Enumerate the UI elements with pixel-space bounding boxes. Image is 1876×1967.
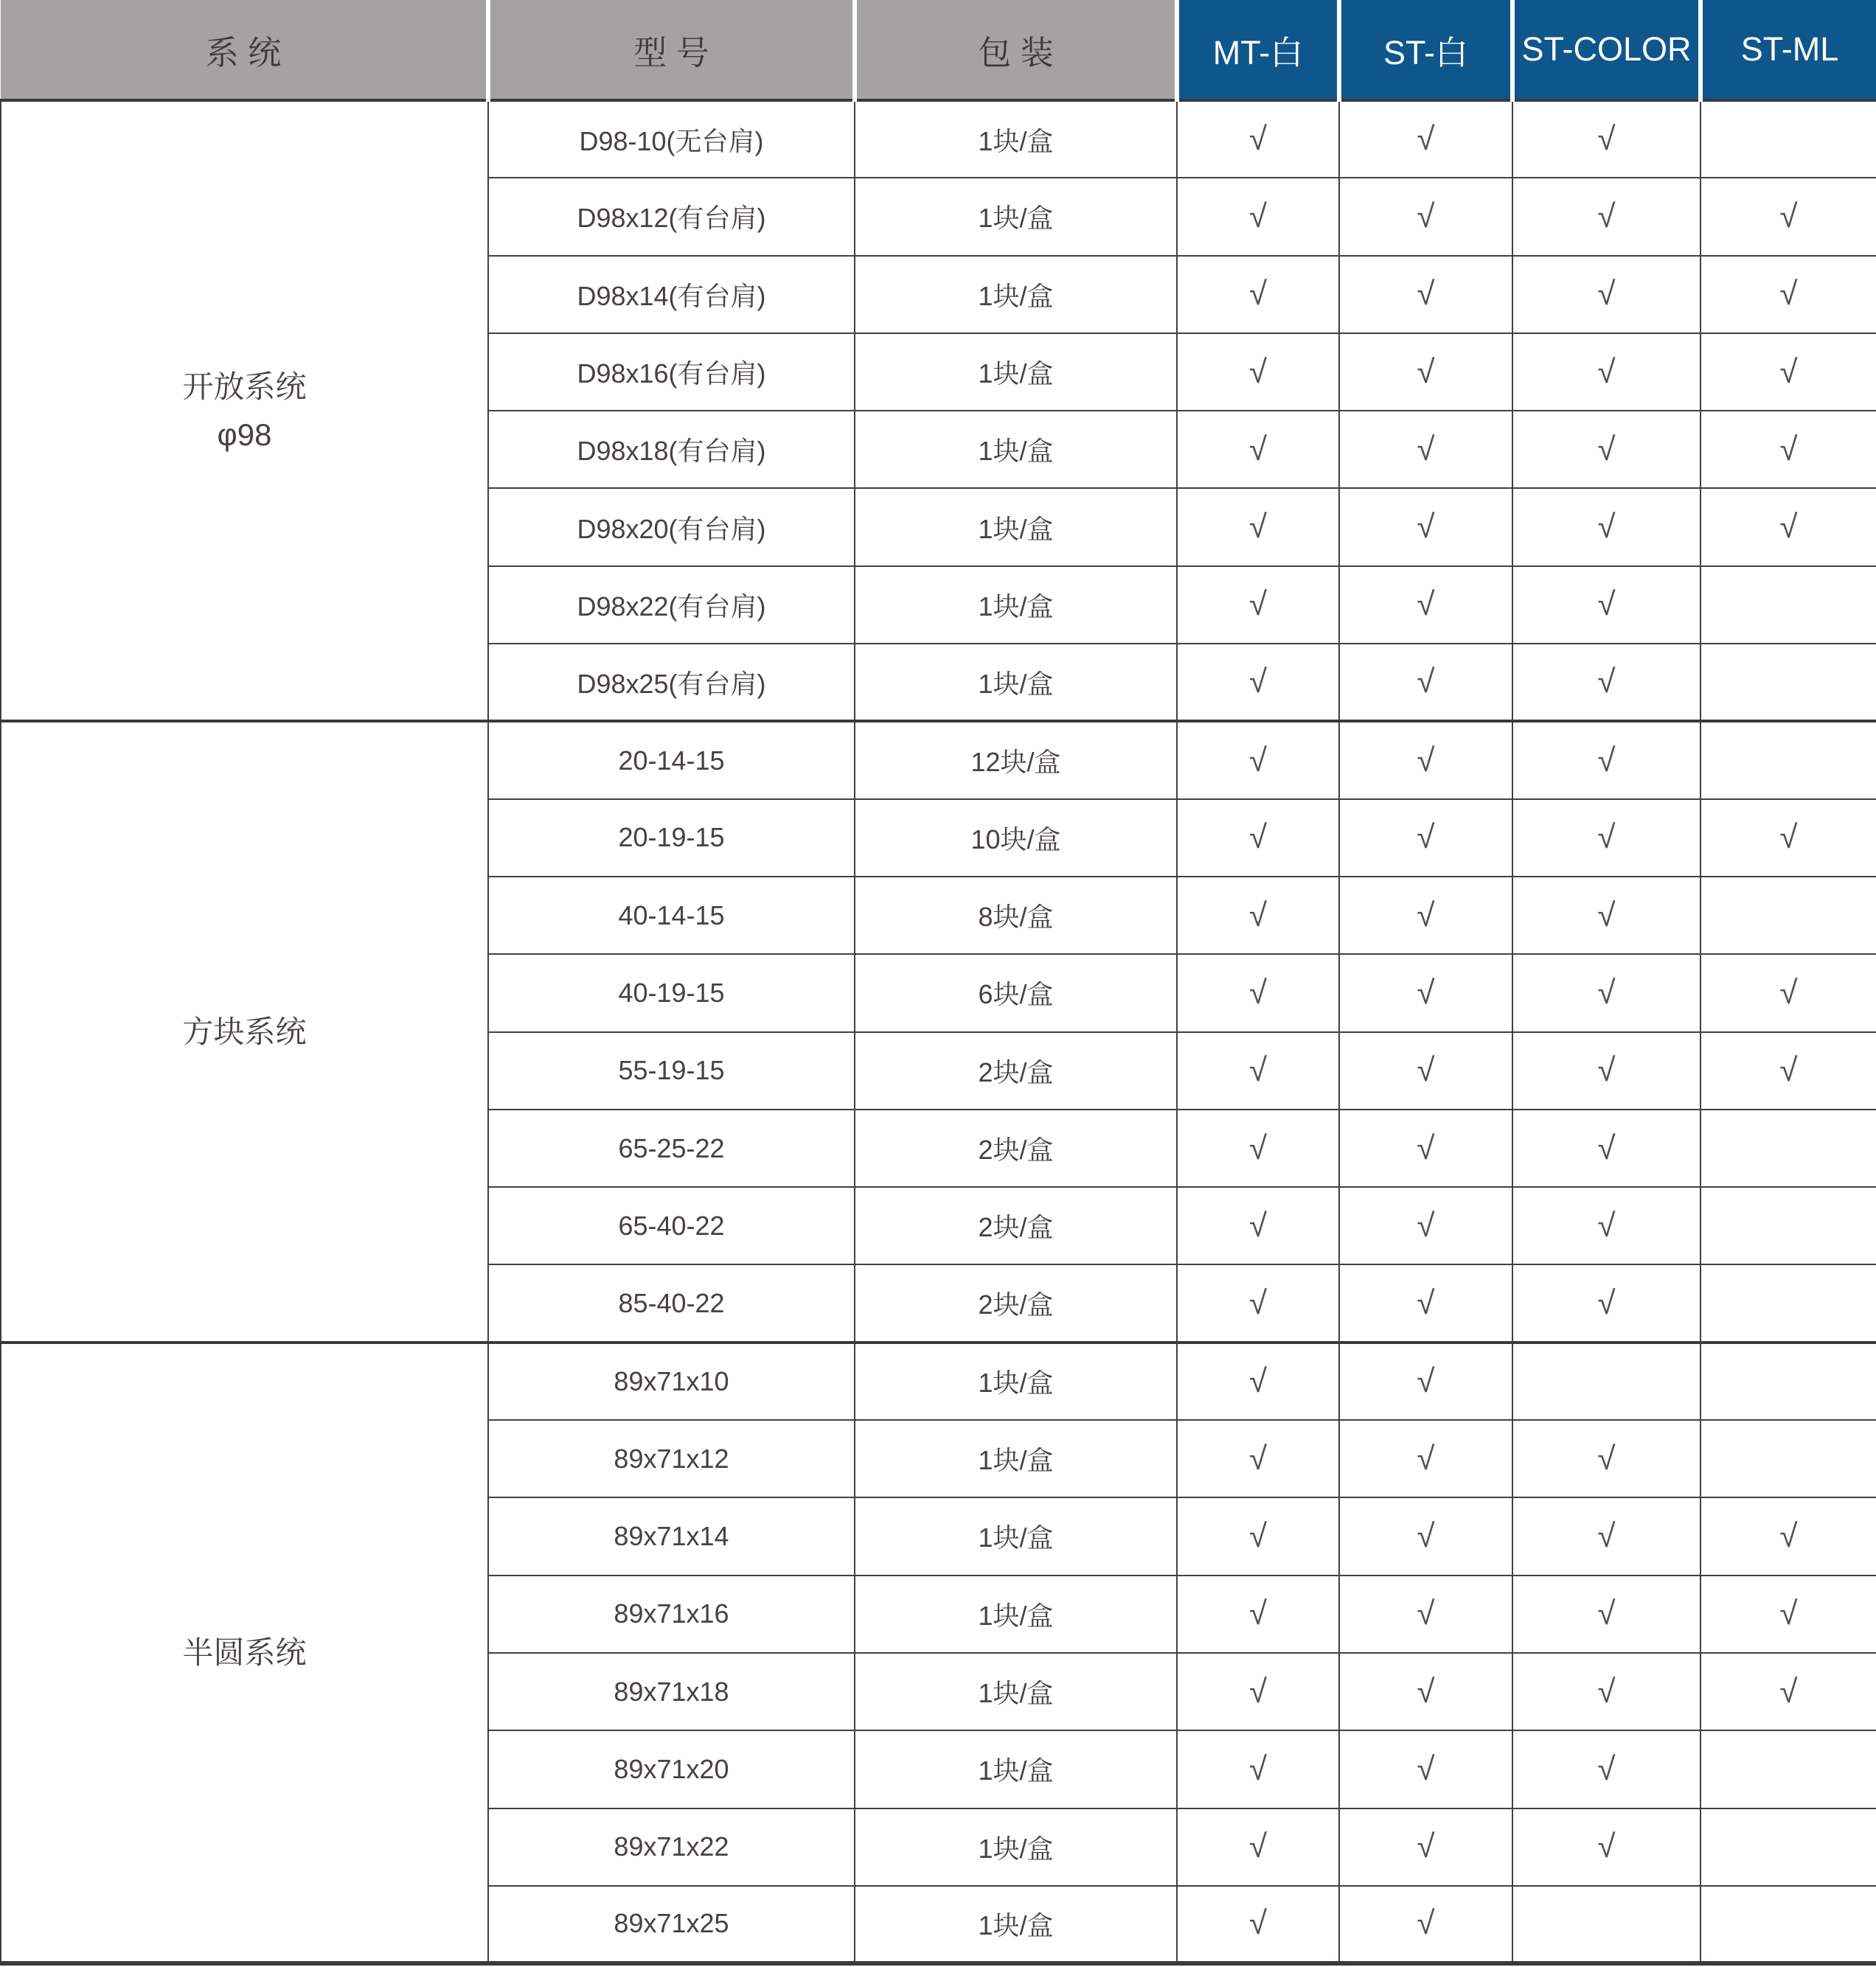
check-mark-cell: √ xyxy=(1339,1497,1512,1575)
check-mark-cell: √ xyxy=(1512,721,1700,798)
packaging-cell: 1块/盒 xyxy=(855,1808,1177,1886)
model-cell: D98-10(无台肩) xyxy=(488,100,855,178)
check-mark-cell: √ xyxy=(1700,1497,1876,1575)
check-mark-cell: √ xyxy=(1339,1808,1512,1886)
check-mark-cell: √ xyxy=(1700,333,1876,411)
packaging-cell: 2块/盒 xyxy=(855,1187,1177,1264)
check-mark-cell: √ xyxy=(1177,954,1339,1031)
check-mark-cell: √ xyxy=(1512,1110,1700,1187)
system-group-cell xyxy=(1,721,488,1342)
check-mark-cell: √ xyxy=(1512,566,1700,644)
packaging-cell: 1块/盒 xyxy=(855,1886,1177,1963)
check-mark-cell: √ xyxy=(1339,1264,1512,1342)
check-mark-cell: √ xyxy=(1339,1653,1512,1730)
check-mark-cell: √ xyxy=(1339,644,1512,721)
model-cell: 89x71x25 xyxy=(488,1886,855,1963)
check-mark-cell: √ xyxy=(1177,488,1339,565)
model-cell: D98x25(有台肩) xyxy=(488,644,855,721)
check-mark-cell: √ xyxy=(1177,1110,1339,1187)
check-mark-cell: √ xyxy=(1177,1730,1339,1808)
check-mark-cell: √ xyxy=(1177,1576,1339,1653)
col-header-model: 型 号 xyxy=(488,0,855,100)
packaging-cell: 1块/盒 xyxy=(855,644,1177,721)
packaging-cell: 1块/盒 xyxy=(855,1343,1177,1420)
check-mark-cell: √ xyxy=(1700,256,1876,333)
packaging-cell: 2块/盒 xyxy=(855,1110,1177,1187)
packaging-cell: 1块/盒 xyxy=(855,488,1177,565)
empty-cell xyxy=(1700,1264,1876,1342)
system-group-label-line: 方块系统 xyxy=(182,1014,307,1050)
check-mark-cell: √ xyxy=(1339,1576,1512,1653)
model-cell: 89x71x18 xyxy=(488,1653,855,1730)
empty-cell xyxy=(1700,644,1876,721)
packaging-cell: 1块/盒 xyxy=(855,178,1177,255)
packaging-cell: 1块/盒 xyxy=(855,1420,1177,1497)
check-mark-cell: √ xyxy=(1339,488,1512,565)
check-mark-cell: √ xyxy=(1700,178,1876,255)
model-cell: 55-19-15 xyxy=(488,1032,855,1110)
col-header-mt-white: MT-白 xyxy=(1177,0,1339,100)
check-mark-cell: √ xyxy=(1177,1032,1339,1110)
empty-cell xyxy=(1512,1886,1700,1963)
empty-cell xyxy=(1700,1730,1876,1808)
model-cell: 89x71x12 xyxy=(488,1420,855,1497)
check-mark-cell: √ xyxy=(1512,1420,1700,1497)
packaging-cell: 1块/盒 xyxy=(855,1653,1177,1730)
check-mark-cell: √ xyxy=(1512,644,1700,721)
check-mark-cell: √ xyxy=(1339,100,1512,178)
model-cell: D98x22(有台肩) xyxy=(488,566,855,644)
system-group-label-line: 半圆系统 xyxy=(182,1634,307,1670)
check-mark-cell: √ xyxy=(1339,566,1512,644)
model-cell: 89x71x10 xyxy=(488,1343,855,1420)
check-mark-cell: √ xyxy=(1339,1187,1512,1264)
packaging-cell: 1块/盒 xyxy=(855,1730,1177,1808)
check-mark-cell: √ xyxy=(1512,1032,1700,1110)
check-mark-cell: √ xyxy=(1177,877,1339,954)
check-mark-cell: √ xyxy=(1512,1187,1700,1264)
col-header-st-color: ST-COLOR xyxy=(1512,0,1700,100)
check-mark-cell: √ xyxy=(1512,488,1700,565)
empty-cell xyxy=(1700,1110,1876,1187)
check-mark-cell: √ xyxy=(1512,1808,1700,1886)
check-mark-cell: √ xyxy=(1700,954,1876,1031)
check-mark-cell: √ xyxy=(1700,1576,1876,1653)
check-mark-cell: √ xyxy=(1177,1187,1339,1264)
empty-cell xyxy=(1700,566,1876,644)
packaging-cell: 2块/盒 xyxy=(855,1264,1177,1342)
check-mark-cell: √ xyxy=(1177,178,1339,255)
check-mark-cell: √ xyxy=(1177,644,1339,721)
col-header-system: 系 统 xyxy=(1,0,488,100)
system-group-label-line: φ98 xyxy=(217,417,272,453)
empty-cell xyxy=(1700,1886,1876,1963)
check-mark-cell: √ xyxy=(1512,1497,1700,1575)
check-mark-cell: √ xyxy=(1177,1886,1339,1963)
packaging-cell: 1块/盒 xyxy=(855,100,1177,178)
check-mark-cell: √ xyxy=(1339,1343,1512,1420)
check-mark-cell: √ xyxy=(1177,1264,1339,1342)
table-header-row xyxy=(1,0,1876,100)
check-mark-cell: √ xyxy=(1512,1730,1700,1808)
check-mark-cell: √ xyxy=(1700,1032,1876,1110)
packaging-cell: 8块/盒 xyxy=(855,877,1177,954)
check-mark-cell: √ xyxy=(1512,954,1700,1031)
check-mark-cell: √ xyxy=(1177,1420,1339,1497)
model-cell: 40-19-15 xyxy=(488,954,855,1031)
check-mark-cell: √ xyxy=(1339,178,1512,255)
check-mark-cell: √ xyxy=(1177,333,1339,411)
packaging-cell: 1块/盒 xyxy=(855,566,1177,644)
check-mark-cell: √ xyxy=(1177,1808,1339,1886)
model-cell: D98x12(有台肩) xyxy=(488,178,855,255)
check-mark-cell: √ xyxy=(1339,1032,1512,1110)
check-mark-cell: √ xyxy=(1177,799,1339,877)
check-mark-cell: √ xyxy=(1177,721,1339,798)
empty-cell xyxy=(1700,100,1876,178)
packaging-cell: 1块/盒 xyxy=(855,1576,1177,1653)
check-mark-cell: √ xyxy=(1512,877,1700,954)
check-mark-cell: √ xyxy=(1339,721,1512,798)
check-mark-cell: √ xyxy=(1512,1653,1700,1730)
model-cell: D98x14(有台肩) xyxy=(488,256,855,333)
check-mark-cell: √ xyxy=(1339,877,1512,954)
model-cell: 85-40-22 xyxy=(488,1264,855,1342)
empty-cell xyxy=(1700,721,1876,798)
model-cell: D98x16(有台肩) xyxy=(488,333,855,411)
check-mark-cell: √ xyxy=(1512,100,1700,178)
empty-cell xyxy=(1700,877,1876,954)
check-mark-cell: √ xyxy=(1700,1653,1876,1730)
packaging-cell: 6块/盒 xyxy=(855,954,1177,1031)
table-row xyxy=(1,1343,1876,1420)
empty-cell xyxy=(1700,1420,1876,1497)
model-cell: 20-19-15 xyxy=(488,799,855,877)
model-cell: 40-14-15 xyxy=(488,877,855,954)
check-mark-cell: √ xyxy=(1339,411,1512,488)
packaging-cell: 1块/盒 xyxy=(855,256,1177,333)
empty-cell xyxy=(1512,1343,1700,1420)
col-header-st-ml: ST-ML xyxy=(1700,0,1876,100)
model-cell: 89x71x20 xyxy=(488,1730,855,1808)
check-mark-cell: √ xyxy=(1177,1653,1339,1730)
empty-cell xyxy=(1700,1343,1876,1420)
empty-cell xyxy=(1700,1808,1876,1886)
check-mark-cell: √ xyxy=(1339,954,1512,1031)
packaging-cell: 1块/盒 xyxy=(855,1497,1177,1575)
check-mark-cell: √ xyxy=(1177,100,1339,178)
check-mark-cell: √ xyxy=(1512,1264,1700,1342)
empty-cell xyxy=(1700,1187,1876,1264)
model-cell: 20-14-15 xyxy=(488,721,855,798)
check-mark-cell: √ xyxy=(1512,411,1700,488)
check-mark-cell: √ xyxy=(1339,799,1512,877)
check-mark-cell: √ xyxy=(1339,1886,1512,1963)
check-mark-cell: √ xyxy=(1700,411,1876,488)
packaging-cell: 1块/盒 xyxy=(855,333,1177,411)
check-mark-cell: √ xyxy=(1512,333,1700,411)
check-mark-cell: √ xyxy=(1512,178,1700,255)
check-mark-cell: √ xyxy=(1177,411,1339,488)
system-group-label-line: 开放系统 xyxy=(182,369,307,405)
model-cell: 65-40-22 xyxy=(488,1187,855,1264)
packaging-cell: 2块/盒 xyxy=(855,1032,1177,1110)
check-mark-cell: √ xyxy=(1339,1110,1512,1187)
check-mark-cell: √ xyxy=(1339,1730,1512,1808)
packaging-cell: 10块/盒 xyxy=(855,799,1177,877)
check-mark-cell: √ xyxy=(1177,1497,1339,1575)
check-mark-cell: √ xyxy=(1177,566,1339,644)
packaging-cell: 1块/盒 xyxy=(855,411,1177,488)
model-cell: 65-25-22 xyxy=(488,1110,855,1187)
model-cell: 89x71x22 xyxy=(488,1808,855,1886)
model-cell: D98x18(有台肩) xyxy=(488,411,855,488)
check-mark-cell: √ xyxy=(1177,1343,1339,1420)
check-mark-cell: √ xyxy=(1339,333,1512,411)
model-cell: D98x20(有台肩) xyxy=(488,488,855,565)
check-mark-cell: √ xyxy=(1512,1576,1700,1653)
system-group-cell xyxy=(1,100,488,721)
check-mark-cell: √ xyxy=(1339,256,1512,333)
model-cell: 89x71x14 xyxy=(488,1497,855,1575)
check-mark-cell: √ xyxy=(1512,256,1700,333)
check-mark-cell: √ xyxy=(1177,256,1339,333)
table-row xyxy=(1,721,1876,798)
table-row xyxy=(1,100,1876,178)
check-mark-cell: √ xyxy=(1700,488,1876,565)
check-mark-cell: √ xyxy=(1512,799,1700,877)
col-header-packaging: 包 装 xyxy=(855,0,1177,100)
model-cell: 89x71x16 xyxy=(488,1576,855,1653)
check-mark-cell: √ xyxy=(1339,1420,1512,1497)
check-mark-cell: √ xyxy=(1700,799,1876,877)
system-group-cell xyxy=(1,1343,488,1963)
col-header-st-white: ST-白 xyxy=(1339,0,1512,100)
packaging-cell: 12块/盒 xyxy=(855,721,1177,798)
